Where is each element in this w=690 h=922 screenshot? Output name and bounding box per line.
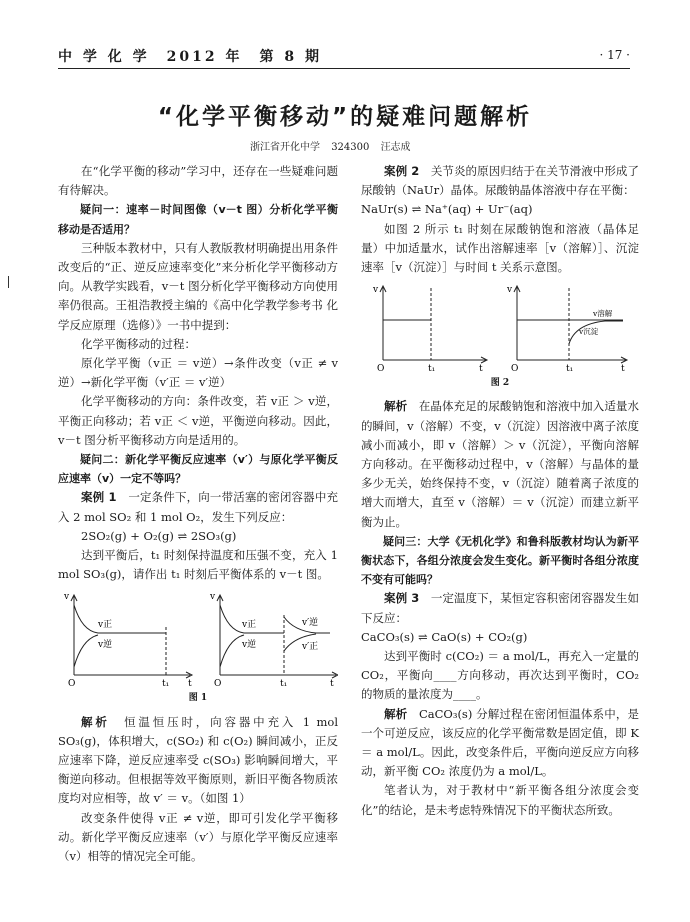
equation-two: NaUr(s) ⇌ Na⁺(aq) + Ur⁻(aq) bbox=[361, 202, 533, 217]
right-column bbox=[361, 162, 639, 820]
question-two-heading: 疑问二：新化学平衡反应速率（v′）与原化学平衡反应速率（v）一定不等吗？ bbox=[58, 453, 338, 486]
author-line bbox=[250, 138, 411, 153]
margin-mark bbox=[8, 276, 9, 288]
case-text: 一定条件下，向一带活塞的密闭容器中充入 2 mol SO₂ 和 1 mol O₂，发生下列反应： bbox=[58, 490, 339, 524]
origin-label: O bbox=[214, 679, 222, 688]
case-label: 案例 1 bbox=[81, 490, 117, 505]
v-forward-label: v正 bbox=[242, 620, 257, 631]
figure-2-caption: 图 2 bbox=[490, 378, 510, 389]
case-label: 案例 2 bbox=[384, 164, 420, 178]
v-reverse-new-label: v′逆 bbox=[302, 618, 319, 629]
equation-one: 2SO₂(g) + O₂(g) ⇌ 2SO₃(g) bbox=[81, 528, 237, 543]
t1-label: t₁ bbox=[162, 679, 170, 688]
axis-label-t: t bbox=[330, 679, 334, 688]
axis-label-v: v bbox=[64, 592, 70, 603]
t1-label: t₁ bbox=[428, 364, 436, 373]
v-forward-label: v正 bbox=[98, 620, 113, 631]
axis-label-v: v bbox=[373, 285, 379, 296]
origin-label: O bbox=[68, 679, 76, 688]
case-one-paragraph bbox=[58, 488, 338, 526]
article-title: “化学平衡移动”的疑难问题解析 bbox=[157, 104, 533, 130]
question-one-heading: 疑问一：速率－时间图像（v－t 图）分析化学平衡移动是否适用？ bbox=[58, 203, 338, 236]
axis-label-t: t bbox=[188, 679, 192, 688]
figure-2 bbox=[361, 280, 639, 372]
origin-label: O bbox=[377, 364, 385, 373]
author-name: 汪志成 bbox=[380, 142, 411, 153]
v-precip-label: v沉淀 bbox=[579, 327, 599, 337]
figure-1-caption: 图 1 bbox=[188, 693, 208, 704]
paragraph: 如图 2 所示 t₁ 时刻在尿酸钠饱和溶液（晶体足量）中加适量水，试作出溶解速率［v（溶解）］、沉淀速率［v（沉淀）］与时间 t 关系示意图。 bbox=[361, 221, 639, 275]
left-column bbox=[58, 162, 338, 866]
axis-label-t: t bbox=[621, 364, 625, 373]
analysis-label: 解析 bbox=[81, 714, 110, 729]
figure-1 bbox=[58, 587, 338, 687]
intro-paragraph: 在“化学平衡的移动”学习中，还存在一些疑难问题有待解决。 bbox=[58, 164, 338, 198]
page-number: · 17 · bbox=[599, 48, 630, 62]
journal-name: 中 学 化 学 2012 年 第 8 期 bbox=[58, 49, 322, 65]
analysis-label: 解析 bbox=[384, 706, 408, 721]
case-three-paragraph bbox=[361, 589, 639, 627]
paragraph: 三种版本教材中，只有人教版教材明确提出用条件改变后的“正、逆反应速率变化”来分析化学平衡移动方向。从教学实践看，v－t 图分析化学平衡移动方向使用率仍很高。王祖浩教授主编的《高中化学教学参考书 化学反应原理（选修）》一书中提到： bbox=[58, 240, 338, 332]
v-dissolve-label: v溶解 bbox=[593, 309, 613, 319]
analysis-one-paragraph bbox=[58, 713, 338, 809]
axis-label-v: v bbox=[507, 285, 513, 296]
analysis-text: 在晶体充足的尿酸钠饱和溶液中加入适量水的瞬间，v（溶解）不变，v（沉淀）因溶液中离子浓度减小而减小，即 v（溶解）＞ v（沉淀），平衡向溶解方向移动。在平衡移动过程中，v（溶解）与晶体的量多少无关，始终保持不变，v（沉淀）随着离子浓度的增大而增大，直至 v（溶解）＝ v（沉淀）而建立新平衡为止。 bbox=[361, 399, 640, 529]
t1-label: t₁ bbox=[566, 364, 574, 373]
paragraph: 达到平衡后，t₁ 时刻保持温度和压强不变，充入 1 mol SO₃(g)，请作出 t₁ 时刻后平衡体系的 v－t 图。 bbox=[58, 548, 338, 582]
case-text: 关节炎的原因归结于在关节滑液中形成了尿酸钠（NaUr）晶体。尿酸钠晶体溶液中存在平衡： bbox=[361, 164, 640, 198]
analysis-three-paragraph bbox=[361, 705, 639, 782]
analysis-text: CaCO₃(s) 分解过程在密闭恒温体系中，是一个可逆反应，该反应的化学平衡常数是固定值，即 K ＝ a mol/L。因此，改变条件后，平衡向逆反应方向移动，新平衡 CO₂ 浓度仍为 a mol/L。 bbox=[361, 706, 640, 779]
paragraph: 原化学平衡（v正 ＝ v逆）→条件改变（v正 ≠ v逆）→新化学平衡（v′正 ＝ v′逆） bbox=[58, 356, 338, 390]
v-reverse-label: v逆 bbox=[98, 640, 113, 651]
question-three-heading: 疑问三：大学《无机化学》和鲁科版教材均认为新平衡状态下，各组分浓度会发生变化。新平衡时各组分浓度不变有可能吗？ bbox=[361, 534, 639, 587]
case-text: 一定温度下，某恒定容积密闭容器发生如下反应： bbox=[361, 591, 640, 625]
axis-label-t: t bbox=[479, 364, 483, 373]
analysis-two-paragraph bbox=[361, 397, 639, 531]
case-label: 案例 3 bbox=[384, 591, 420, 606]
conclusion-paragraph: 笔者认为，对于教材中“新平衡各组分浓度会变化”的结论，是未考虑特殊情况下的平衡状态所致。 bbox=[361, 783, 639, 817]
case-two-paragraph bbox=[361, 162, 639, 200]
t1-label: t₁ bbox=[280, 679, 288, 688]
paragraph: 化学平衡移动的方向：条件改变，若 v正 ＞ v逆，平衡正向移动；若 v正 ＜ v逆，平衡逆向移动。因此，v－t 图分析平衡移动方向是适用的。 bbox=[58, 394, 338, 447]
v-forward-new-label: v′正 bbox=[302, 642, 319, 653]
origin-label: O bbox=[511, 364, 519, 373]
paragraph: 化学平衡移动的过程： bbox=[81, 336, 196, 351]
paragraph: 改变条件使得 v正 ≠ v逆，即可引发化学平衡移动。新化学平衡反应速率（v′）与原化学平衡反应速率（v）相等的情况完全可能。 bbox=[58, 810, 338, 864]
equation-three: CaCO₃(s) ⇌ CaO(s) + CO₂(g) bbox=[361, 629, 528, 644]
v-reverse-label: v逆 bbox=[242, 640, 257, 651]
paragraph: 达到平衡时 c(CO₂) ＝ a mol/L，再充入一定量的 CO₂，平衡向____方向移动，再次达到平衡时，CO₂ 的物质的量浓度为____。 bbox=[361, 649, 639, 702]
author-postcode: 324300 bbox=[331, 142, 370, 153]
axis-label-v: v bbox=[210, 592, 216, 603]
page-header bbox=[58, 44, 630, 69]
author-affiliation: 浙江省开化中学 bbox=[250, 142, 320, 153]
analysis-text: 恒温恒压时，向容器中充入 1 mol SO₃(g)，体积增大，c(SO₂) 和 c(O₂) 瞬间减小，正反应速率下降，逆反应速率受 c(SO₃) 影响瞬间增大，平衡逆向移动。但根据等效平衡原则，新旧平衡各物质浓度均对应相等，故 v′ ＝ v。（如图 1） bbox=[58, 714, 339, 806]
analysis-label: 解析 bbox=[384, 399, 408, 414]
